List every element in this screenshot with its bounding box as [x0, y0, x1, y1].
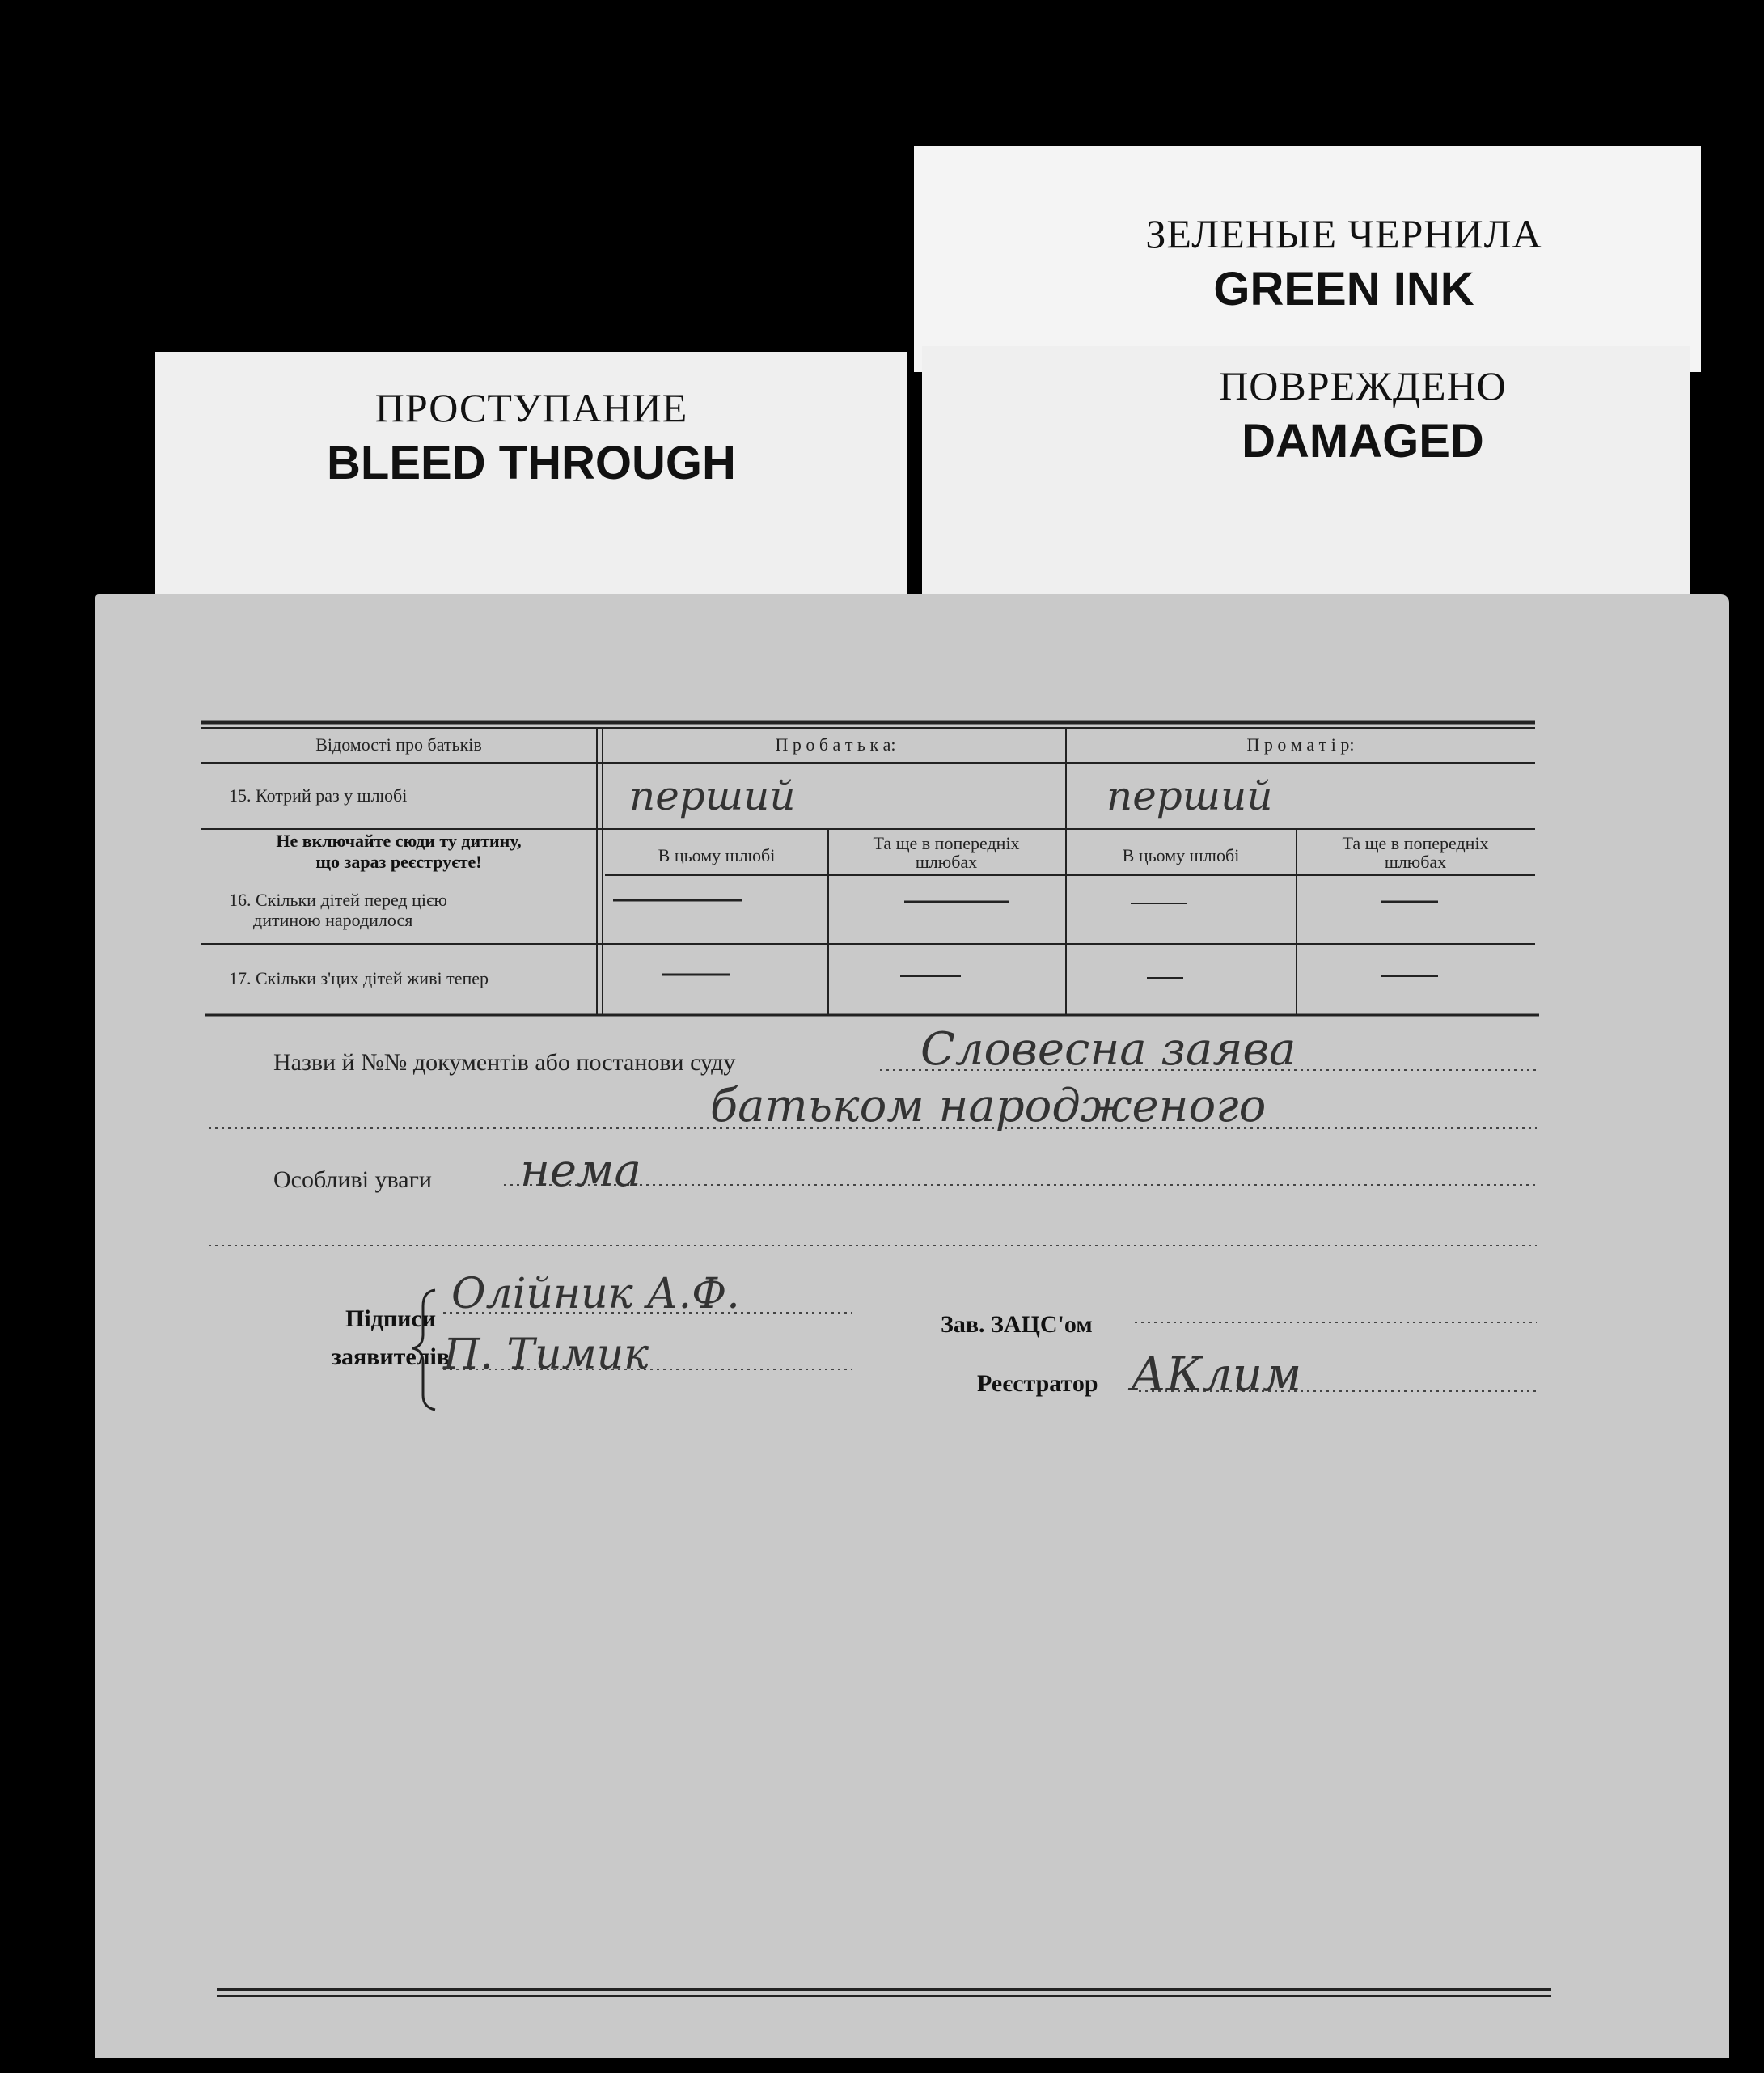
row15-label: 15. Котрий раз у шлюбі [229, 785, 408, 806]
bleed-through-card [155, 352, 907, 611]
form-sheet [95, 594, 1729, 2058]
row17-label: 17. Скільки з'цих дітей живі тепер [229, 968, 489, 988]
green-ink-en: GREEN INK [1213, 263, 1474, 315]
header-father: П р о б а т ь к а: [775, 734, 896, 755]
row16-line2: дитиною народилося [253, 910, 413, 930]
mother-this-marriage: В цьому шлюбі [1122, 845, 1240, 865]
damaged-en: DAMAGED [1242, 415, 1484, 467]
green-ink-ru: ЗЕЛЕНЫЕ ЧЕРНИЛА [1145, 211, 1542, 256]
remarks-value: нема [520, 1144, 641, 1197]
documents-label: Назви й №№ документів або постанови суду [273, 1049, 736, 1076]
note-line2: що зараз реєструєте! [315, 852, 482, 872]
header-col0: Відомості про батьків [315, 734, 482, 755]
bleed-through-en: BLEED THROUGH [327, 437, 736, 489]
mother-prev-line2: шлюбах [1384, 852, 1447, 872]
damaged-ru: ПОВРЕЖДЕНО [1219, 363, 1507, 408]
documents-value-line1: Словесна заява [920, 1023, 1297, 1076]
father-marriage-count: перший [629, 772, 796, 819]
registrar-signature: АКлим [1131, 1347, 1302, 1402]
damaged-card [922, 346, 1690, 613]
father-prev-line2: шлюбах [915, 852, 978, 872]
documents-value-line2: батьком народженого [710, 1080, 1267, 1132]
row16-line1: 16. Скільки дітей перед цією [229, 890, 447, 910]
father-this-marriage: В цьому шлюбі [658, 845, 776, 865]
green-ink-card [914, 146, 1701, 372]
father-prev-line1: Та ще в попередніх [873, 833, 1020, 853]
note-line1: Не включайте сюди ту дитину, [276, 831, 522, 851]
signatures-label-line1: Підписи [345, 1305, 437, 1332]
mother-prev-line1: Та ще в попередніх [1342, 833, 1489, 853]
remarks-label: Особливі уваги [273, 1166, 432, 1193]
registrar-label: Реєстратор [977, 1370, 1098, 1397]
signatures-label-line2: заявителів [331, 1343, 451, 1370]
signature-2: П. Тимик [443, 1331, 649, 1379]
header-mother: П р о м а т і р: [1246, 734, 1355, 755]
form-drawing [95, 594, 1729, 2058]
mother-marriage-count: перший [1106, 772, 1273, 819]
bleed-through-ru: ПРОСТУПАНИЕ [374, 385, 688, 430]
signature-1: Олійник А.Ф. [451, 1270, 740, 1318]
head-label: Зав. ЗАЦС'ом [941, 1311, 1093, 1338]
